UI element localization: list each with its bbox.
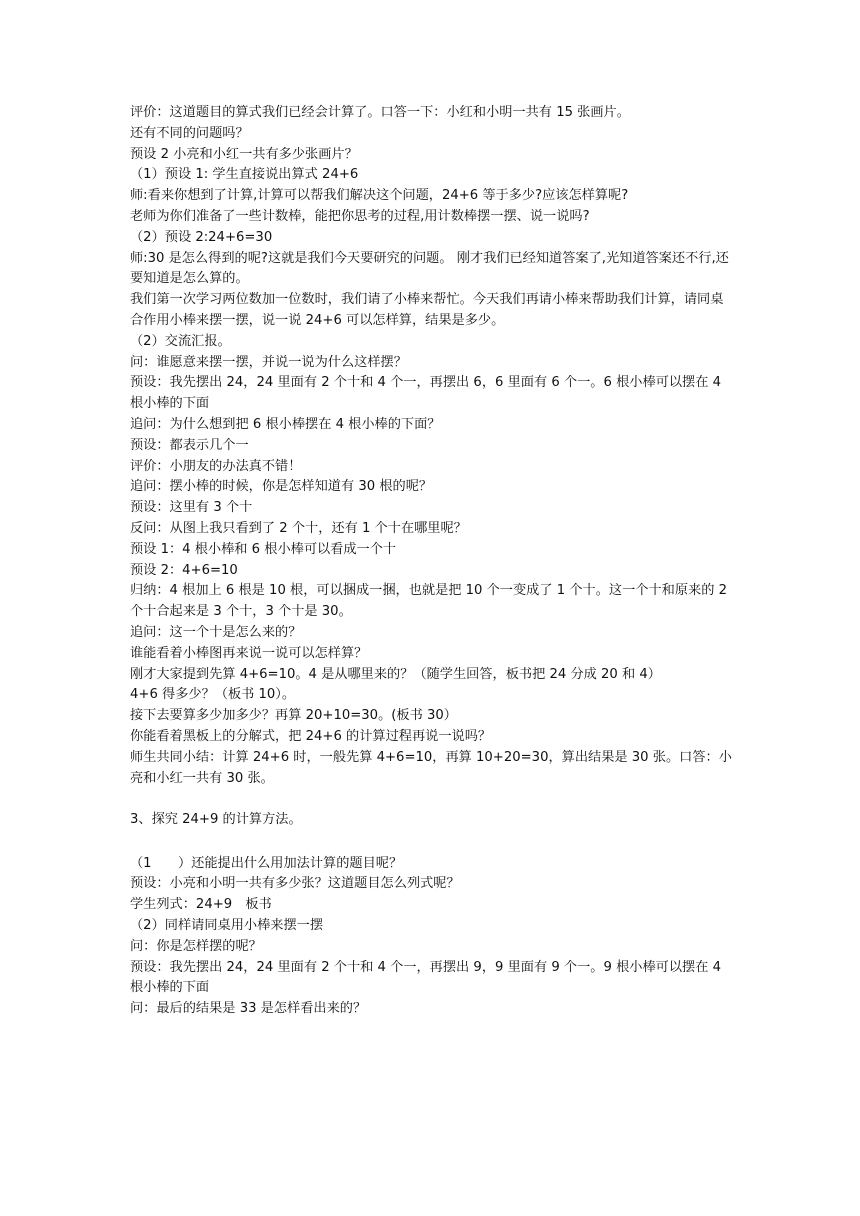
paragraph: 谁能看着小棒图再来说一说可以怎样算？ — [130, 645, 368, 661]
paragraph: 评价：小朋友的办法真不错！ — [130, 458, 302, 474]
paragraph: 接下去要算多少加多少？再算 20+10=30。(板书 30） — [130, 708, 457, 724]
paragraph: 评价：这道题目的算式我们已经会计算了。口答一下：小红和小明一共有 15 张画片。 — [130, 105, 630, 120]
paragraph: 预设：这里有 3 个十 — [130, 500, 253, 516]
blank-line — [130, 789, 735, 810]
paragraph: 还有不同的问题吗？ — [130, 125, 249, 141]
paragraph: 预设 1：4 根小棒和 6 根小棒可以看成一个十 — [130, 541, 397, 557]
paragraph: 师:看来你想到了计算,计算可以帮我们解决这个问题，24+6 等于多少?应该怎样算呢? — [130, 188, 629, 204]
paragraph: （2）交流汇报。 — [130, 333, 231, 349]
paragraph: 你能看着黑板上的分解式，把 24+6 的计算过程再说一说吗？ — [130, 728, 492, 744]
paragraph: 老师为你们准备了一些计数棒，能把你思考的过程,用计数棒摆一摆、说一说吗? — [130, 208, 590, 224]
paragraph: 预设：都表示几个一 — [130, 437, 249, 453]
paragraph: 归纳：4 根加上 6 根是 10 根，可以捆成一捆，也就是把 10 个一变成了 1 个十。这一个十和原来的 2 个十合起来是 3 个十，3 个十是 30。 — [130, 583, 727, 620]
paragraph: 问：你是怎样摆的呢？ — [130, 938, 262, 954]
paragraph: 反问：从图上我只看到了 2 个十，还有 1 个十在哪里呢？ — [130, 520, 467, 536]
blank-line — [130, 831, 735, 852]
paragraph: 师:30 是怎么得到的呢?这就是我们今天要研究的问题。 刚才我们已经知道答案了,光知道答案还不行,还要知道是怎么算的。 — [130, 250, 729, 287]
paragraph: 学生列式：24+9 板书 — [130, 897, 272, 913]
paragraph: （2）同样请同桌用小棒来摆一摆 — [130, 918, 324, 934]
paragraph: 师生共同小结：计算 24+6 时，一般先算 4+6=10，再算 10+20=30，算出结果是 30 张。口答：小亮和小红一共有 30 张。 — [130, 749, 732, 786]
paragraph: 我们第一次学习两位数加一位数时，我们请了小棒来帮忙。今天我们再请小棒来帮助我们计算，请同桌合作用小棒来摆一摆，说一说 24+6 可以怎样算，结果是多少。 — [130, 292, 724, 328]
paragraph: （1）预设 1: 学生直接说出算式 24+6 — [130, 167, 359, 183]
paragraph: 问：谁愿意来摆一摆，并说一说为什么这样摆？ — [130, 354, 407, 370]
paragraph: 预设：我先摆出 24，24 里面有 2 个十和 4 个一，再摆出 9，9 里面有 9 个一。9 根小棒可以摆在 4 根小棒的下面 — [130, 959, 721, 996]
paragraph: 追问：摆小棒的时候，你是怎样知道有 30 根的呢？ — [130, 479, 433, 495]
paragraph: 4+6 得多少？（板书 10）。 — [130, 687, 296, 703]
section-heading: 3、探究 24+9 的计算方法。 — [130, 812, 302, 828]
paragraph: 追问：为什么想到把 6 根小棒摆在 4 根小棒的下面？ — [130, 416, 441, 432]
paragraph: （2）预设 2:24+6=30 — [130, 229, 273, 245]
document-body — [130, 103, 735, 1020]
paragraph: 追问：这一个十是怎么来的？ — [130, 624, 302, 640]
paragraph: 预设：我先摆出 24，24 里面有 2 个十和 4 个一，再摆出 6，6 里面有 6 个一。6 根小棒可以摆在 4 根小棒的下面 — [130, 375, 721, 412]
paragraph: 预设 2：4+6=10 — [130, 562, 238, 578]
paragraph: 预设：小亮和小明一共有多少张？这道题目怎么列式呢？ — [130, 876, 460, 892]
paragraph: 问：最后的结果是 33 是怎样看出来的？ — [130, 1001, 367, 1017]
paragraph: （1 ）还能提出什么用加法计算的题目呢？ — [130, 855, 403, 871]
paragraph: 刚才大家提到先算 4+6=10。4 是从哪里来的？（随学生回答，板书把 24 分成 20 和 4） — [130, 666, 661, 682]
paragraph: 预设 2 小亮和小红一共有多少张画片？ — [130, 146, 358, 162]
